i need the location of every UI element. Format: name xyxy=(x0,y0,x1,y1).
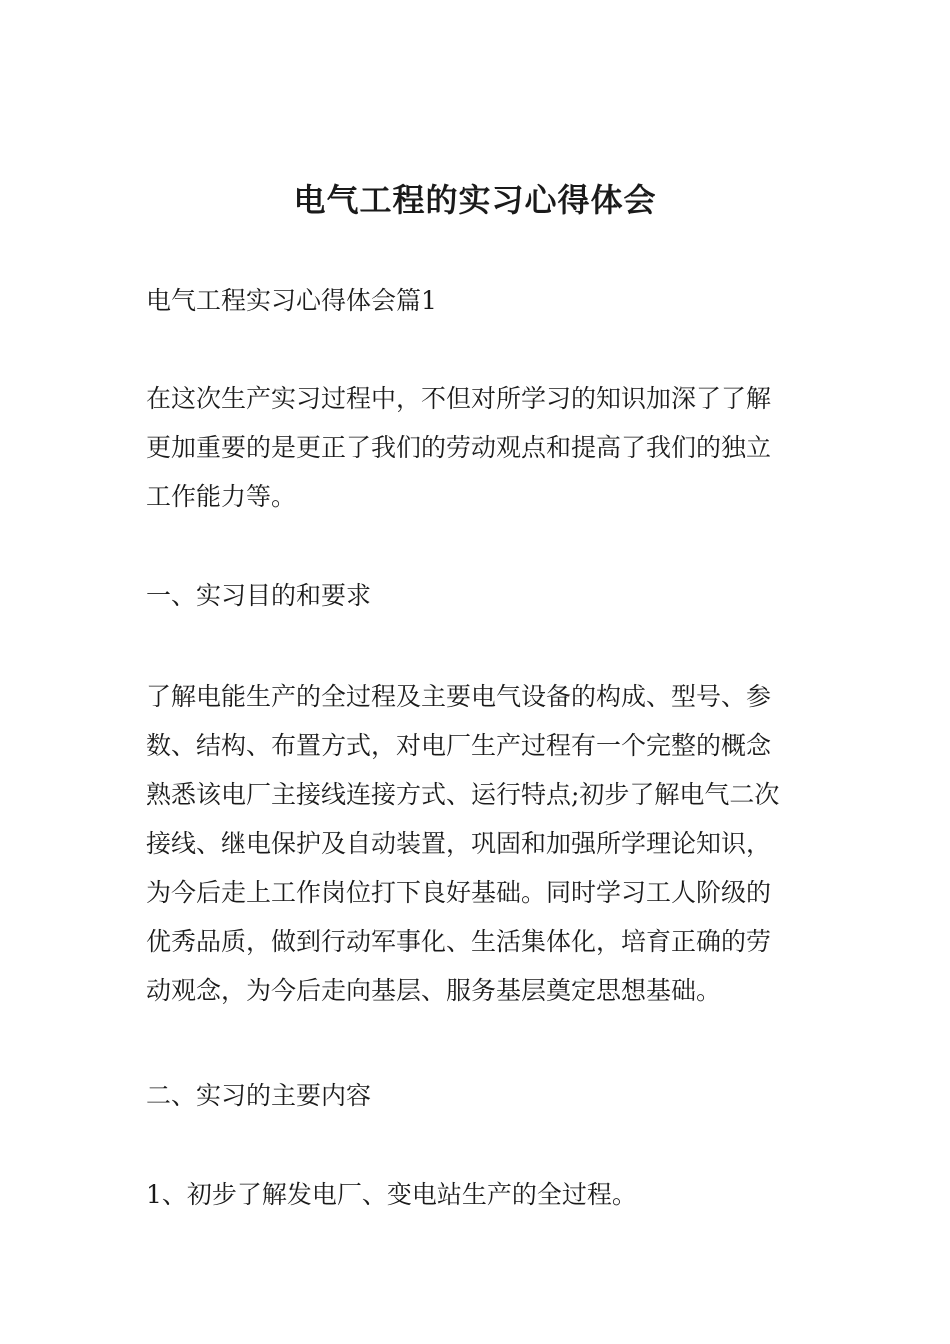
list-item-1: 1、初步了解发电厂、变电站生产的全过程。 xyxy=(146,1180,637,1209)
section1-line: 数、结构、布置方式，对电厂生产过程有一个完整的概念 xyxy=(146,731,772,760)
section1-line: 接线、继电保护及自动装置，巩固和加强所学理论知识， xyxy=(146,829,772,858)
intro-line: 更加重要的是更正了我们的劳动观点和提高了我们的独立 xyxy=(146,433,772,462)
section1-paragraph xyxy=(146,672,808,1015)
section1-line: 为今后走上工作岗位打下良好基础。同时学习工人阶级的 xyxy=(146,878,772,907)
document-subtitle: 电气工程实习心得体会篇1 xyxy=(146,286,437,315)
document-title: 电气工程的实习心得体会 xyxy=(293,181,657,219)
intro-line: 工作能力等。 xyxy=(146,482,297,511)
section1-line: 优秀品质，做到行动军事化、生活集体化，培育正确的劳 xyxy=(146,927,772,956)
section1-line: 熟悉该电厂主接线连接方式、运行特点;初步了解电气二次 xyxy=(146,780,780,809)
section1-line: 动观念，为今后走向基层、服务基层奠定思想基础。 xyxy=(146,976,722,1005)
intro-paragraph xyxy=(146,374,808,521)
intro-line: 在这次生产实习过程中，不但对所学习的知识加深了了解 xyxy=(146,384,772,413)
section-heading-2: 二、实习的主要内容 xyxy=(146,1081,372,1110)
section1-line: 了解电能生产的全过程及主要电气设备的构成、型号、参 xyxy=(146,682,772,711)
section-heading-1: 一、实习目的和要求 xyxy=(146,581,372,610)
